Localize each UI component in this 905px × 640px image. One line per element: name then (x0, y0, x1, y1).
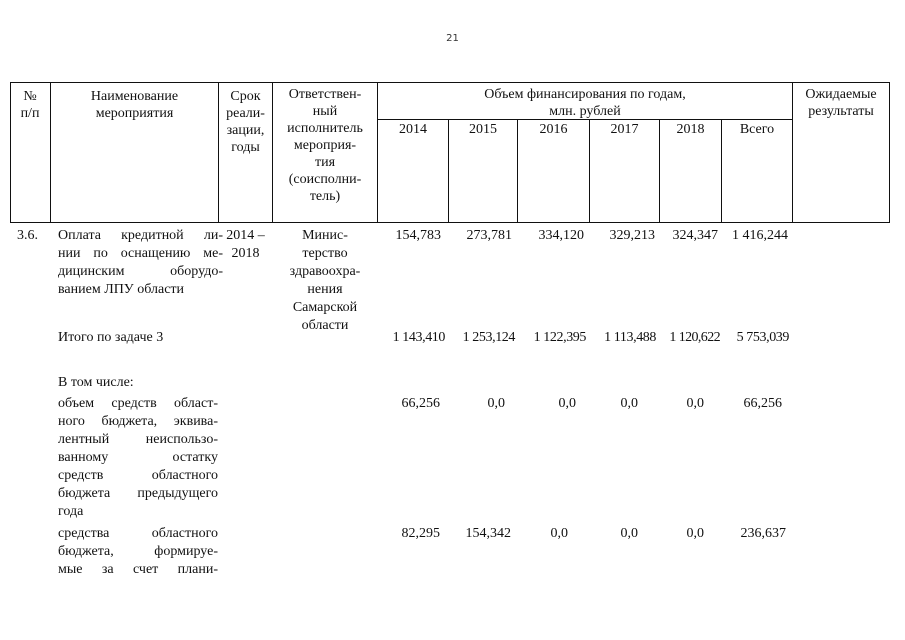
total-value-2018: 1 120,622 (669, 330, 720, 345)
year-total: Всего (739, 122, 775, 137)
sub2-value-total: 236,637 (740, 526, 786, 541)
sub1-value-2017: 0,0 (620, 396, 638, 411)
sub1-value-total: 66,256 (743, 396, 782, 411)
sub2-value-2015: 154,342 (465, 526, 511, 541)
row-value-2016: 334,120 (538, 228, 584, 243)
row-name-line: дицинским оборудо- (58, 264, 223, 279)
sub2-value-2017: 0,0 (620, 526, 638, 541)
sub2-name (58, 525, 218, 579)
year-2014: 2014 (399, 122, 427, 137)
sub1-line: года (58, 504, 84, 519)
row-value-2017: 329,213 (609, 228, 655, 243)
row-value-2015: 273,781 (466, 228, 512, 243)
sub2-value-2014: 82,295 (401, 526, 440, 541)
row-value-total: 1 416,244 (732, 228, 788, 243)
sub2-value-2016: 0,0 (550, 526, 568, 541)
row-name-line: Оплата кредитной ли- (58, 228, 223, 243)
row-name (58, 227, 223, 299)
row-responsible: Минис- терство здравоохра- нения Самарской области (289, 228, 361, 333)
sub1-line: объем средств област- (58, 396, 218, 411)
row-value-2014: 154,783 (395, 228, 441, 243)
total-value-2016: 1 122,395 (533, 330, 586, 345)
header-name: Наименование мероприятия (90, 89, 179, 121)
year-2015: 2015 (469, 122, 497, 137)
header-financing: Объем финансирования по годам, млн. рублей (484, 87, 686, 119)
total-value-sum: 5 753,039 (736, 330, 789, 345)
sub1-name (58, 395, 218, 521)
total-value-2017: 1 113,488 (604, 330, 656, 345)
sub2-line: средства областного (58, 526, 218, 541)
including-label: В том числе: (58, 375, 134, 390)
row-name-line: нии по оснащению ме- (58, 246, 223, 261)
sub1-value-2016: 0,0 (558, 396, 576, 411)
sub1-line: ванному остатку (58, 450, 218, 465)
sub2-line: мые за счет плани- (58, 562, 218, 577)
sub1-line: ного бюджета, эквива- (58, 414, 218, 429)
sub2-line: бюджета, формируе- (58, 544, 218, 559)
sub1-value-2015: 0,0 (487, 396, 505, 411)
header-results: Ожидаемые результаты (805, 87, 877, 119)
row-value-2018: 324,347 (672, 228, 718, 243)
sub2-value-2018: 0,0 (686, 526, 704, 541)
year-2018: 2018 (676, 122, 705, 137)
sub1-line: средств областного (58, 468, 218, 483)
sub1-value-2018: 0,0 (686, 396, 704, 411)
sub1-value-2014: 66,256 (401, 396, 440, 411)
header-term: Срок реали- зации, годы (226, 89, 265, 155)
sub1-line: бюджета предыдущего (58, 486, 218, 501)
total-label: Итого по задаче 3 (58, 330, 164, 345)
header-responsible: Ответствен- ный исполнитель мероприя- тия (соисполни- тель) (287, 87, 363, 204)
row-term: 2014 – 2018 (226, 228, 265, 261)
total-value-2014: 1 143,410 (392, 330, 445, 345)
sub1-line: лентный неиспользо- (58, 432, 218, 447)
row-name-line: ванием ЛПУ области (58, 282, 185, 297)
year-2016: 2016 (539, 122, 568, 137)
total-value-2015: 1 253,124 (462, 330, 515, 345)
row-number: 3.6. (17, 228, 38, 243)
page-number: 21 (446, 33, 459, 44)
year-2017: 2017 (610, 122, 639, 137)
header-num: № п/п (20, 89, 40, 121)
